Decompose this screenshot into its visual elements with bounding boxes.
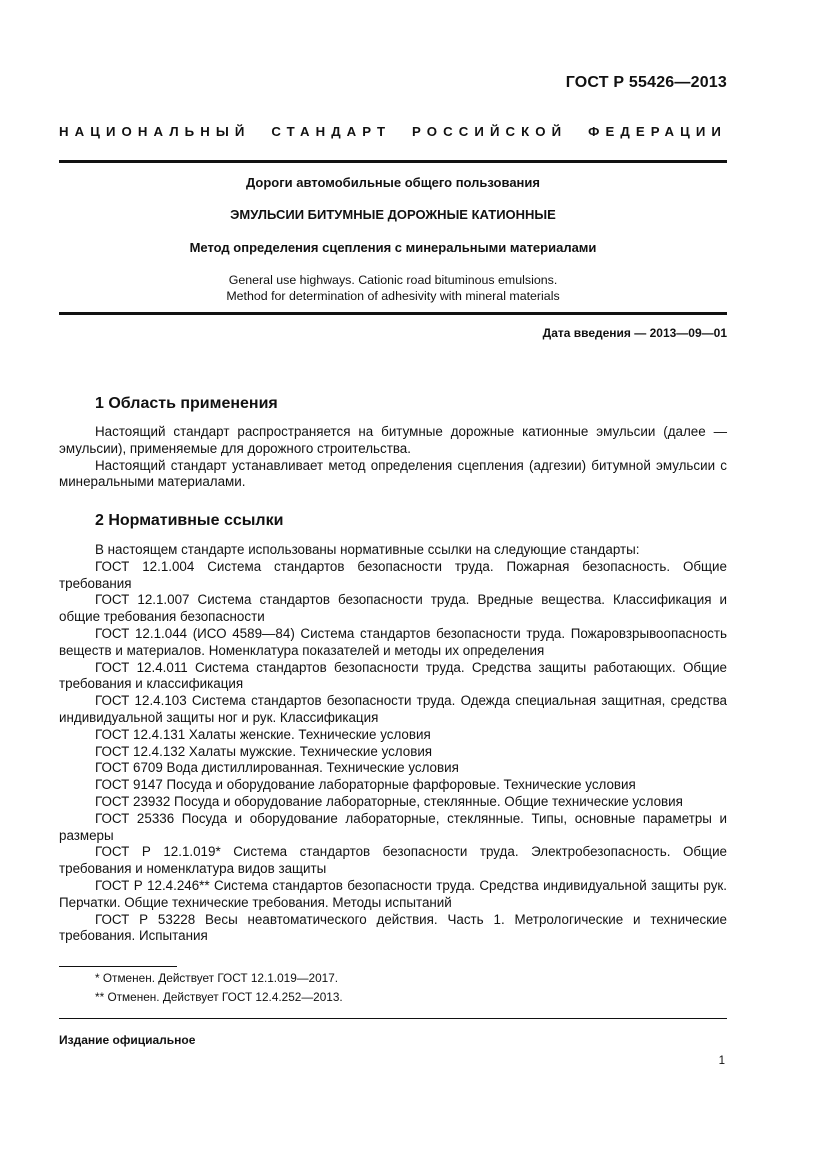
official-edition-label: Издание официальное bbox=[59, 1033, 196, 1047]
title-line-3: Метод определения сцепления с минеральными материалами bbox=[189, 240, 597, 255]
title-line-2: ЭМУЛЬСИИ БИТУМНЫЕ ДОРОЖНЫЕ КАТИОННЫЕ bbox=[230, 207, 556, 222]
english-title-line-1: General use highways. Cationic road bituminous emulsions. bbox=[228, 273, 558, 287]
section-2-heading: 2 Нормативные ссылки bbox=[95, 512, 284, 529]
paragraph: Настоящий стандарт устанавливает метод определения сцепления (адгезии) битумной эмульсии с минеральными материалами. bbox=[59, 457, 727, 490]
footer-rule bbox=[59, 1018, 727, 1019]
reference-item: ГОСТ 23932 Посуда и оборудование лабораторные, стеклянные. Общие технические условия bbox=[95, 793, 683, 809]
reference-item: ГОСТ 12.4.132 Халаты мужские. Технические условия bbox=[95, 743, 433, 759]
reference-item: ГОСТ 12.4.131 Халаты женские. Технические условия bbox=[95, 726, 431, 742]
reference-item: ГОСТ 12.1.007 Система стандартов безопасности труда. Вредные вещества. Классификация и общие требования безопасности bbox=[59, 592, 727, 625]
reference-item: ГОСТ 12.1.044 (ИСО 4589—84) Система стандартов безопасности труда. Пожаровзрывоопасность веществ и материалов. Номенклатура показателей и методы их определения bbox=[59, 625, 727, 658]
introduction-date: Дата введения — 2013—09—01 bbox=[542, 326, 727, 340]
section-1-body bbox=[59, 424, 727, 491]
header-rule bbox=[59, 160, 727, 163]
title-rule bbox=[59, 312, 727, 315]
section-1-heading: 1 Область применения bbox=[95, 395, 278, 412]
document-code: ГОСТ Р 55426—2013 bbox=[565, 74, 727, 91]
reference-item: ГОСТ 25336 Посуда и оборудование лабораторные, стеклянные. Типы, основные параметры и размеры bbox=[59, 810, 727, 843]
paragraph: В настоящем стандарте использованы нормативные ссылки на следующие стандарты: bbox=[95, 542, 640, 557]
english-title bbox=[59, 272, 727, 304]
footnote-rule bbox=[59, 966, 177, 967]
section-2-body bbox=[59, 542, 727, 945]
reference-item: ГОСТ 12.1.004 Система стандартов безопасности труда. Пожарная безопасность. Общие требования bbox=[59, 558, 727, 591]
reference-item: ГОСТ 9147 Посуда и оборудование лабораторные фарфоровые. Технические условия bbox=[95, 777, 636, 793]
page-number: 1 bbox=[718, 1055, 725, 1067]
reference-item: ГОСТ 6709 Вода дистиллированная. Технические условия bbox=[95, 760, 459, 776]
national-standard-banner: НАЦИОНАЛЬНЫЙ СТАНДАРТ РОССИЙСКОЙ ФЕДЕРАЦИИ bbox=[59, 124, 727, 139]
reference-item: ГОСТ Р 12.1.019* Система стандартов безопасности труда. Электробезопасность. Общие требования и номенклатура видов защиты bbox=[59, 844, 727, 877]
reference-item: ГОСТ Р 12.4.246** Система стандартов безопасности труда. Средства индивидуальной защиты рук. Перчатки. Общие технические требования. Методы испытаний bbox=[59, 877, 727, 910]
footnote-1: * Отменен. Действует ГОСТ 12.1.019—2017. bbox=[95, 971, 339, 985]
reference-item: ГОСТ Р 53228 Весы неавтоматического действия. Часть 1. Метрологические и технические требования. Испытания bbox=[59, 911, 727, 944]
reference-item: ГОСТ 12.4.103 Система стандартов безопасности труда. Одежда специальная защитная, средства индивидуальной защиты ног и рук. Классификация bbox=[59, 693, 727, 725]
paragraph: Настоящий стандарт распространяется на битумные дорожные катионные эмульсии (далее — эмульсии), применяемые для дорожного строительства. bbox=[59, 424, 727, 456]
english-title-line-2: Method for determination of adhesivity with mineral materials bbox=[226, 289, 560, 303]
title-line-1: Дороги автомобильные общего пользования bbox=[246, 175, 540, 190]
footnote-2: ** Отменен. Действует ГОСТ 12.4.252—2013. bbox=[95, 990, 343, 1004]
reference-item: ГОСТ 12.4.011 Система стандартов безопасности труда. Средства защиты работающих. Общие требования и классификация bbox=[59, 659, 727, 692]
